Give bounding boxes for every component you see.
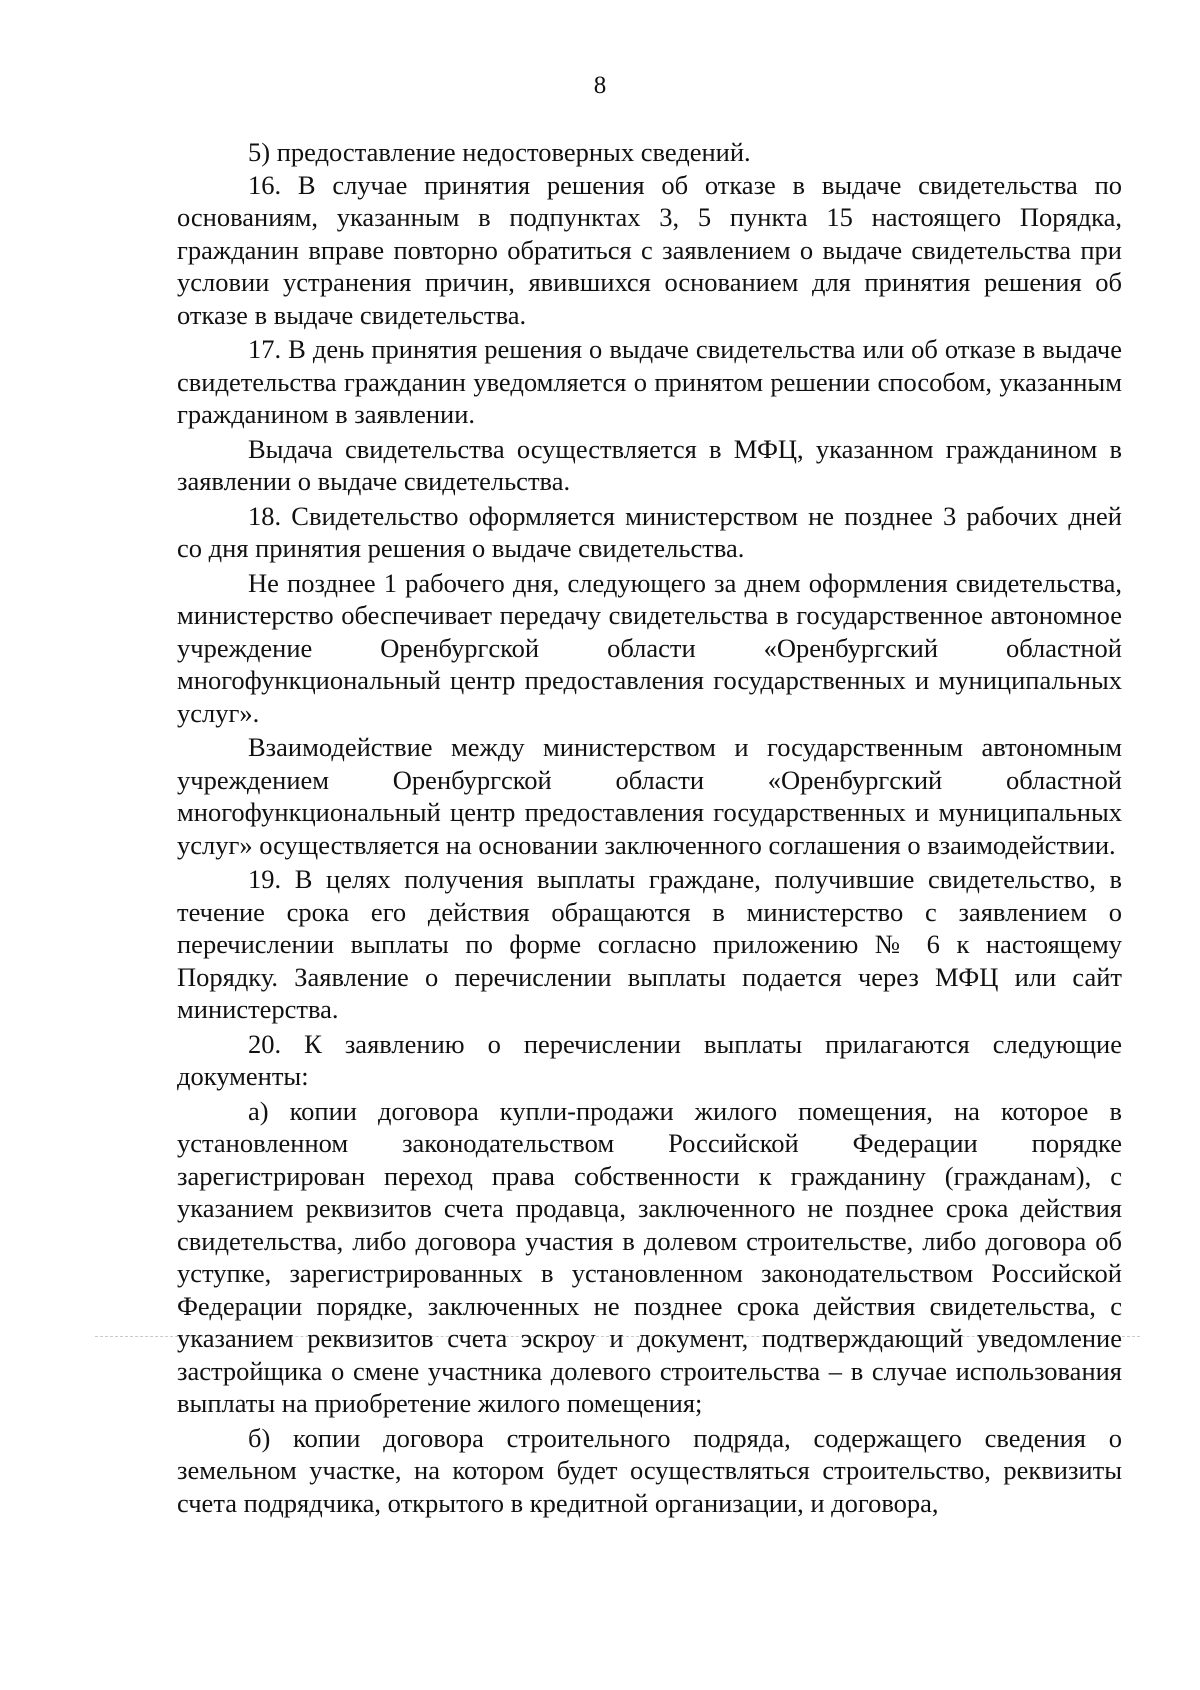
paragraph-item-5: 5) предоставление недостоверных сведений. xyxy=(248,137,751,167)
page-number: 8 xyxy=(593,72,607,99)
paragraph-issuance-mfc: Выдача свидетельства осуществляется в МФЦ, указанном гражданином в заявлении о выдаче свидетельства. xyxy=(177,433,1122,496)
paragraph-clause-17: 17. В день принятия решения о выдаче свидетельства или об отказе в выдаче свидетельства гражданин уведомляется о принятом решении способом, указанным гражданином в заявлении. xyxy=(177,334,1122,429)
paragraph-interaction-agreement: Взаимодействие между министерством и государственным автономным учреждением Оренбургской области «Оренбургский областной многофункциональный центр предоставления государственных и муниципальных услуг» осуществляется на основании заключенного соглашения о взаимодействии. xyxy=(177,732,1122,860)
document-body xyxy=(177,136,1122,1519)
paragraph-item-a: а) копии договора купли-продажи жилого помещения, на которое в установленном законодательством Российской Федерации порядке зарегистрирован переход права собственности к гражданину (гражданам), с указанием реквизитов счета продавца, заключенного не позднее срока действия свидетельства, либо договора участия в долевом строительстве, либо договора об уступке, зарегистрированных в установленном законодательством Российской Федерации порядке, заключенных не позднее срока действия свидетельства, с указанием реквизитов счета эскроу и документ, подтверждающий уведомление застройщика о смене участника долевого строительства – в случае использования выплаты на приобретение жилого помещения; xyxy=(177,1095,1122,1418)
paragraph-transfer-deadline: Не позднее 1 рабочего дня, следующего за днем оформления свидетельства, министерство обеспечивает передачу свидетельства в государственное автономное учреждение Оренбургской области «Оренбургский областной многофункциональный центр предоставления государственных и муниципальных услуг». xyxy=(177,567,1122,728)
paragraph-clause-18: 18. Свидетельство оформляется министерством не позднее 3 рабочих дней со дня принятия решения о выдаче свидетельства. xyxy=(177,500,1122,563)
paragraph-clause-20: 20. К заявлению о перечислении выплаты прилагаются следующие документы: xyxy=(177,1028,1122,1091)
paragraph-item-b: б) копии договора строительного подряда, содержащего сведения о земельном участке, на котором будет осуществляться строительство, реквизиты счета подрядчика, открытого в кредитной организации, и договора, xyxy=(177,1422,1122,1518)
paragraph-clause-16: 16. В случае принятия решения об отказе в выдаче свидетельства по основаниям, указанным в подпунктах 3, 5 пункта 15 настоящего Порядка, гражданин вправе повторно обратиться с заявлением о выдаче свидетельства при условии устранения причин, явившихся основанием для принятия решения об отказе в выдаче свидетельства. xyxy=(177,169,1122,330)
paragraph-clause-19: 19. В целях получения выплаты граждане, получившие свидетельство, в течение срока его действия обращаются в министерство с заявлением о перечислении выплаты по форме согласно приложению № 6 к настоящему Порядку. Заявление о перечислении выплаты подается через МФЦ или сайт министерства. xyxy=(177,864,1122,1024)
